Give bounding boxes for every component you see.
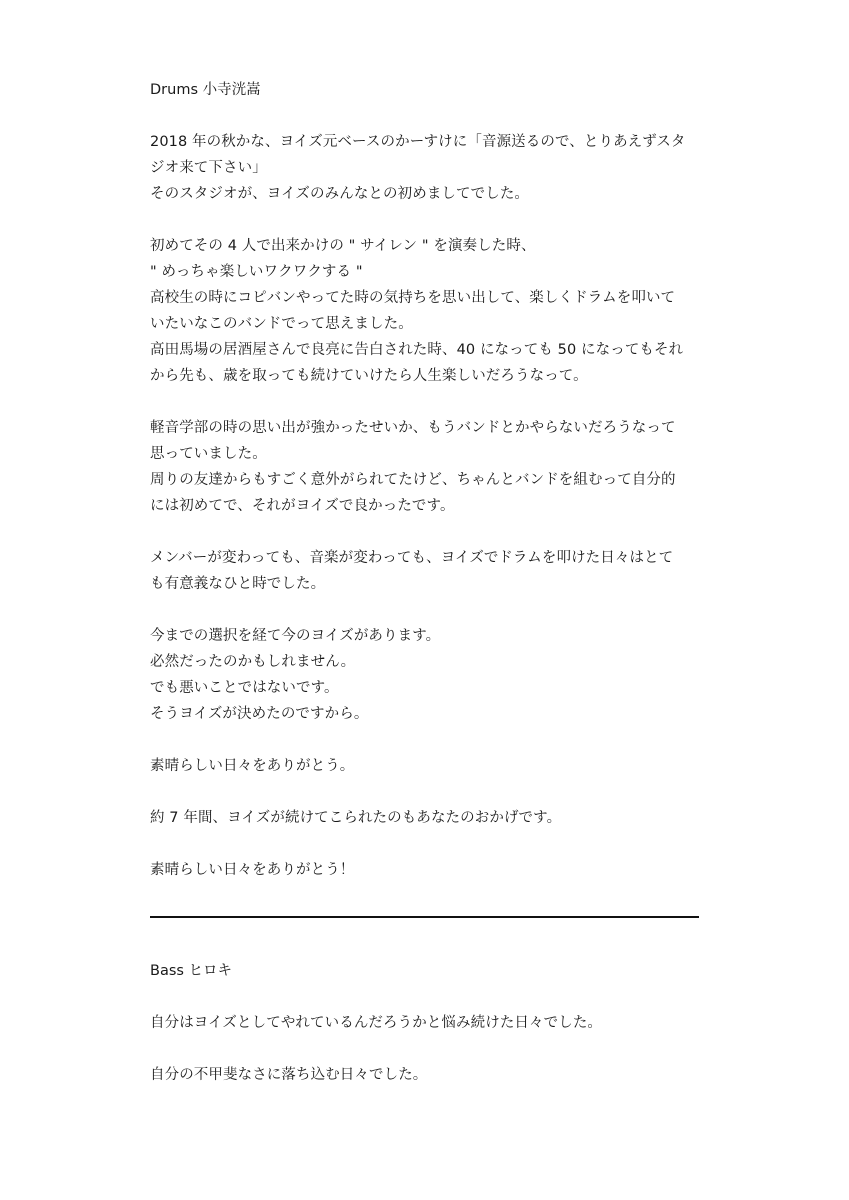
text-line: そうヨイズが決めたのですから。 <box>150 706 369 722</box>
drums-paragraph-4 <box>150 545 700 597</box>
text-line: 必然だったのかもしれません。 <box>150 654 356 670</box>
text-line: 高田馬場の居酒屋さんで良亮に告白された時、40 になっても 50 になってもそれ <box>150 342 684 358</box>
drums-paragraph-5 <box>150 623 700 727</box>
text-line: 自分はヨイズとしてやれているんだろうかと悩み続けた日々でした。 <box>150 1015 603 1031</box>
drums-paragraph-8 <box>150 857 700 883</box>
text-line: 約 7 年間、ヨイズが続けてこられたのもあなたのおかげです。 <box>150 810 562 826</box>
text-line: 初めてその 4 人で出来かけの " サイレン " を演奏した時、 <box>150 238 536 254</box>
text-line: も有意義なひと時でした。 <box>150 576 326 592</box>
text-line: " めっちゃ楽しいワクワクする " <box>150 264 363 280</box>
bass-section <box>150 958 700 1088</box>
text-line: ジオ来て下さい」 <box>150 160 267 176</box>
drums-paragraph-2 <box>150 233 700 389</box>
text-line: 軽音学部の時の思い出が強かったせいか、もうバンドとかやらないだろうなって <box>150 420 676 436</box>
text-line: いたいなこのバンドでって思えました。 <box>150 316 413 332</box>
text-line: そのスタジオが、ヨイズのみんなとの初めましてでした。 <box>150 186 530 202</box>
bass-heading: Bass ヒロキ <box>150 963 233 979</box>
text-line: でも悪いことではないです。 <box>150 680 339 696</box>
text-line: 今までの選択を経て今のヨイズがあります。 <box>150 628 441 644</box>
bass-paragraph-1 <box>150 1010 700 1036</box>
text-line: 自分の不甲斐なさに落ち込む日々でした。 <box>150 1067 428 1083</box>
text-line: 素晴らしい日々をありがとう！ <box>150 862 355 878</box>
text-line: には初めてで、それがヨイズで良かったです。 <box>150 498 455 514</box>
text-line: 高校生の時にコピバンやってた時の気持ちを思い出して、楽しくドラムを叩いて <box>150 290 676 306</box>
text-line: 周りの友達からもすごく意外がられてたけど、ちゃんとバンドを組むって自分的 <box>150 472 676 488</box>
text-line: から先も、歳を取っても続けていけたら人生楽しいだろうなって。 <box>150 368 588 384</box>
text-line: メンバーが変わっても、音楽が変わっても、ヨイズでドラムを叩けた日々はとて <box>150 550 674 566</box>
text-line: 思っていました。 <box>150 446 267 462</box>
drums-paragraph-6 <box>150 753 700 779</box>
bass-paragraph-2 <box>150 1062 700 1088</box>
text-line: 2018 年の秋かな、ヨイズ元ベースのかーすけに「音源送るので、とりあえずスタ <box>150 134 686 150</box>
drums-paragraph-7 <box>150 805 700 831</box>
drums-heading: Drums 小寺洸嵩 <box>150 82 261 98</box>
text-line: 素晴らしい日々をありがとう。 <box>150 758 355 774</box>
drums-section <box>150 77 700 883</box>
drums-paragraph-3 <box>150 415 700 519</box>
section-divider <box>150 916 699 918</box>
drums-paragraph-1 <box>150 129 700 207</box>
